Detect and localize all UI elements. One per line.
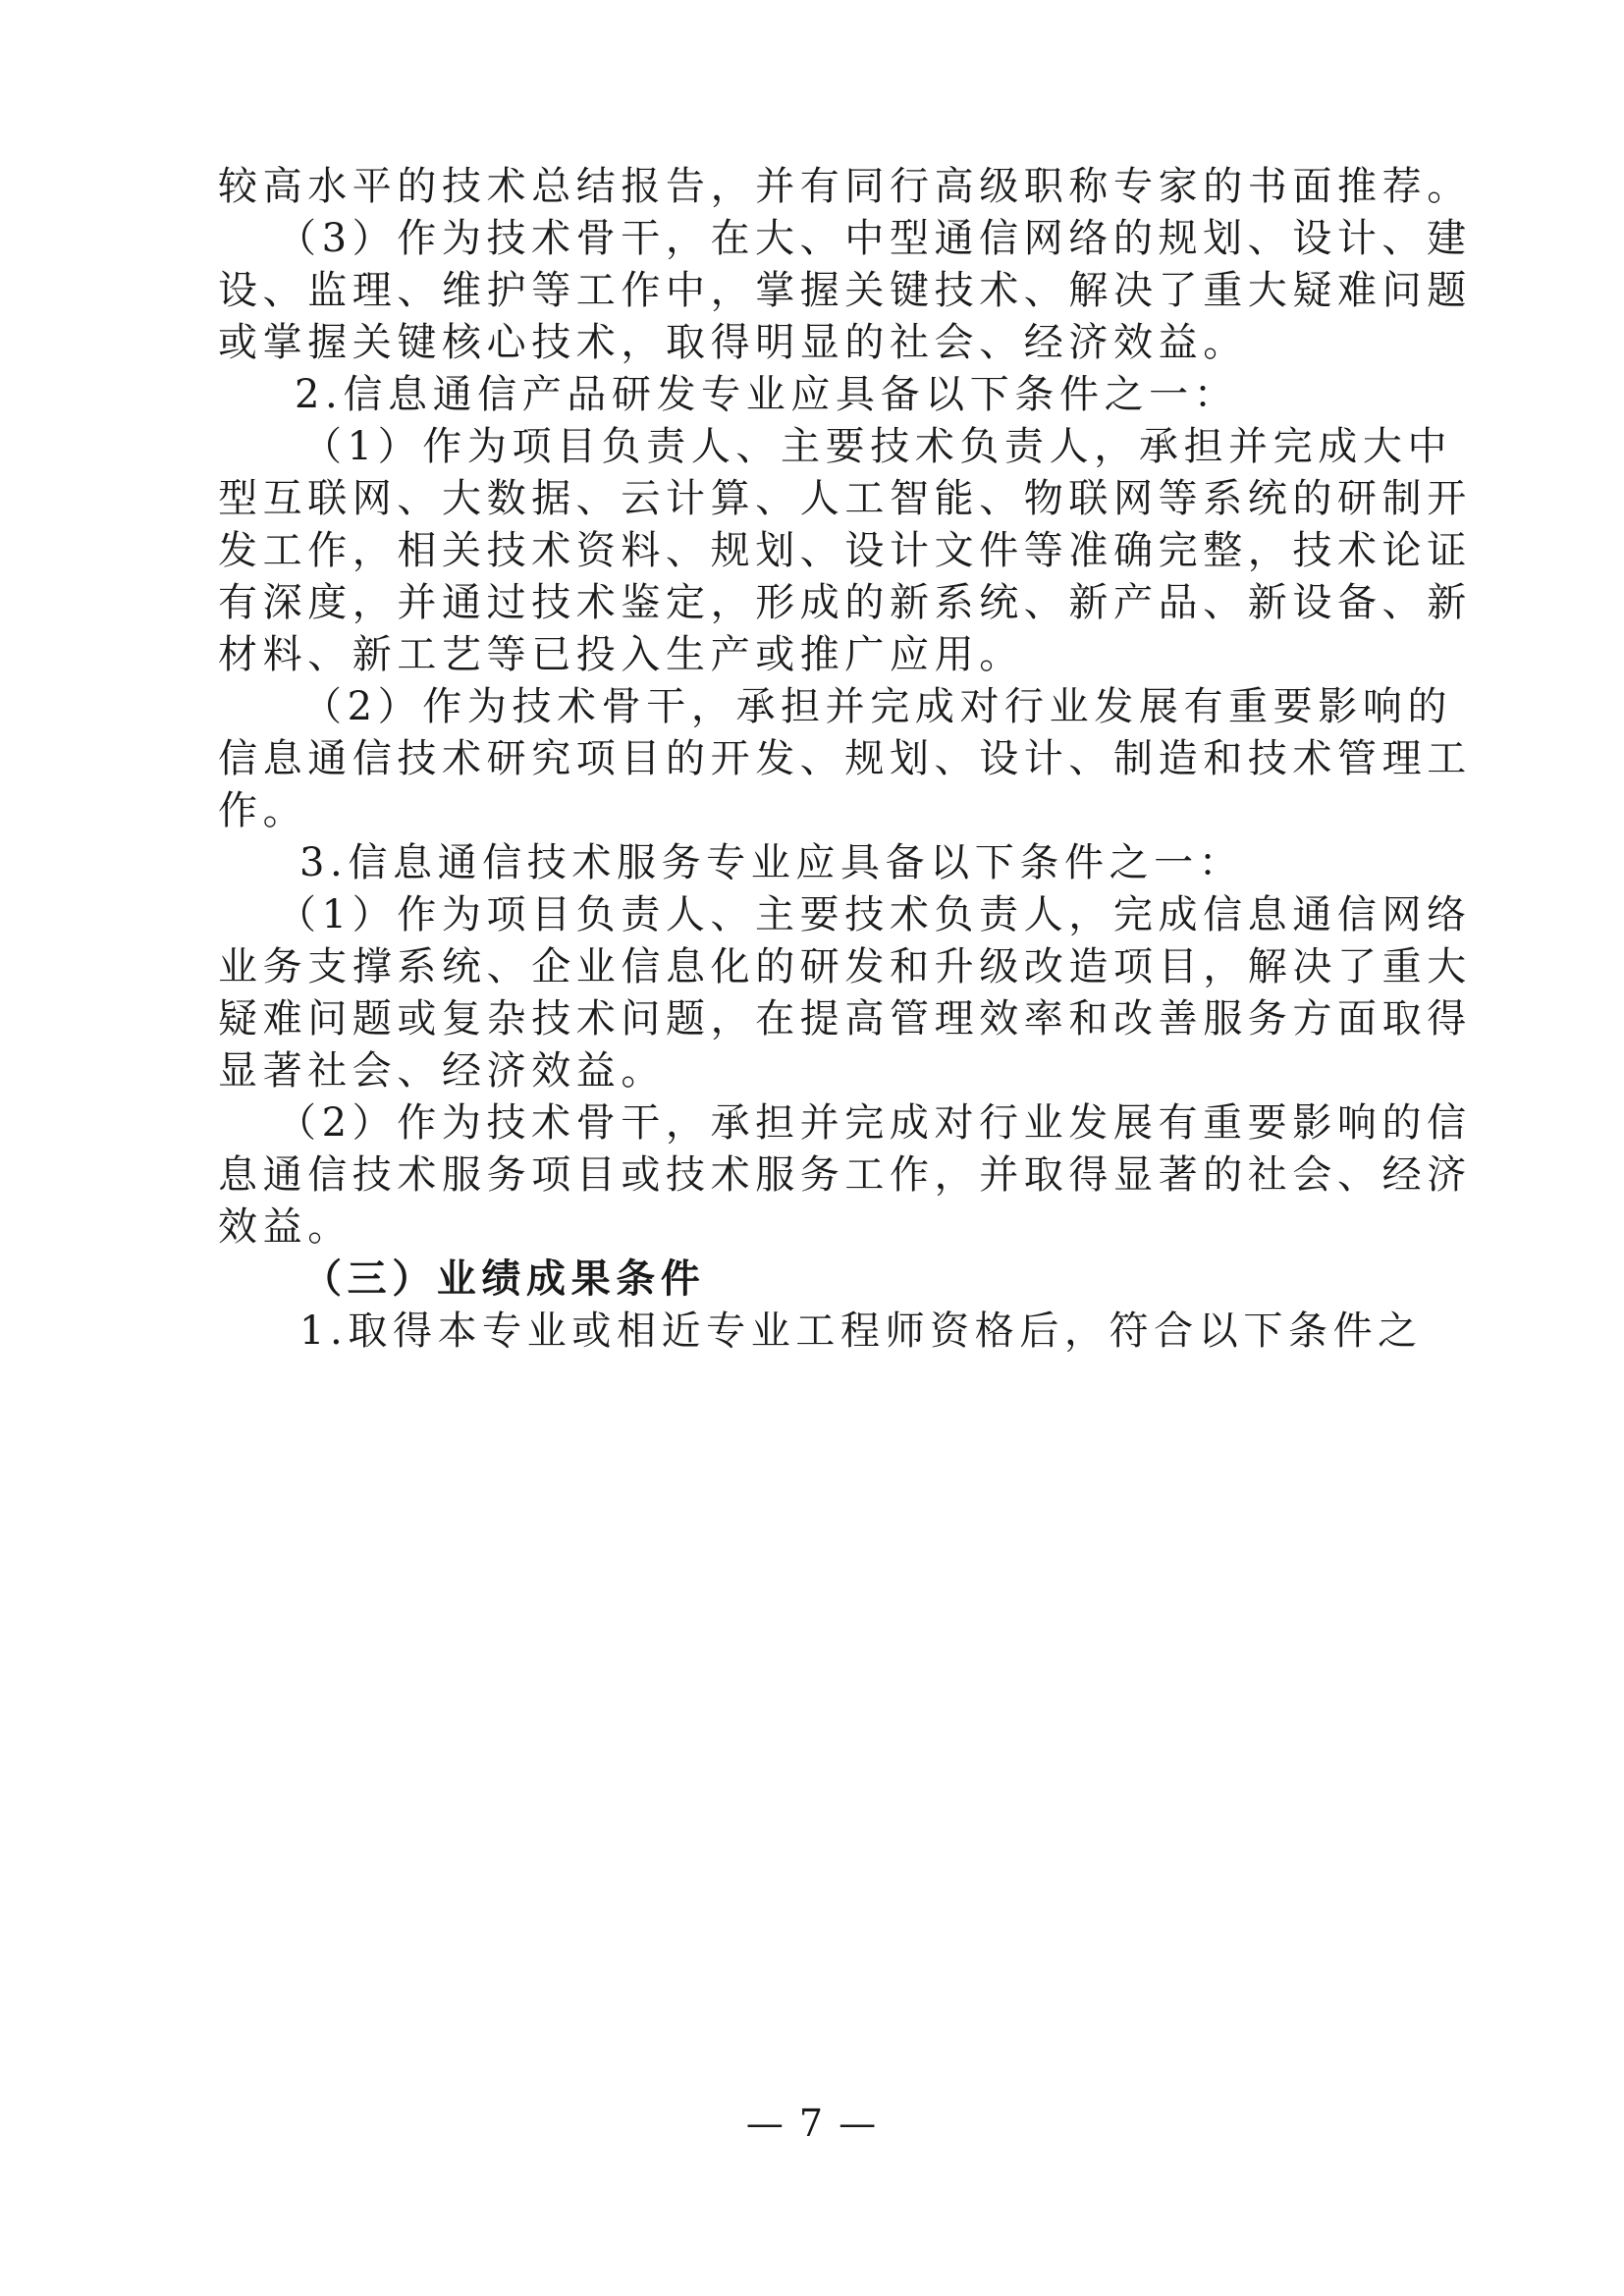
body-line: 作。 (218, 788, 308, 833)
section-heading-2: 2.信息通信产品研发专业应具备以下条件之一： (295, 372, 1239, 417)
body-line: 发工作，相关技术资料、规划、设计文件等准确完整，技术论证 (218, 528, 1472, 573)
body-line: 业务支撑系统、企业信息化的研发和升级改造项目，解决了重大 (218, 944, 1472, 989)
body-line: 息通信技术服务项目或技术服务工作，并取得显著的社会、经济 (218, 1152, 1472, 1198)
body-line: 疑难问题或复杂技术问题，在提高管理效率和改善服务方面取得 (218, 996, 1472, 1041)
page-number: — 7 — (745, 2102, 879, 2145)
section-heading-3: 3.信息通信技术服务专业应具备以下条件之一： (299, 840, 1244, 885)
body-line: 或掌握关键核心技术，取得明显的社会、经济效益。 (218, 320, 1248, 365)
body-line: 有深度，并通过技术鉴定，形成的新系统、新产品、新设备、新 (218, 580, 1472, 625)
body-line: 效益。 (218, 1204, 352, 1250)
body-line: 材料、新工艺等已投入生产或推广应用。 (218, 632, 1024, 677)
body-line: （1）作为项目负责人、主要技术负责人，完成信息通信网络 (277, 892, 1472, 937)
body-line: 1.取得本专业或相近专业工程师资格后，符合以下条件之 (299, 1308, 1423, 1354)
body-line: （1）作为项目负责人、主要技术负责人，承担并完成大中 (302, 424, 1453, 469)
body-line: （3）作为技术骨干，在大、中型通信网络的规划、设计、建 (277, 216, 1472, 261)
body-line: 较高水平的技术总结报告，并有同行高级职称专家的书面推荐。 (218, 164, 1472, 209)
body-line: （2）作为技术骨干，承担并完成对行业发展有重要影响的 (302, 684, 1453, 729)
body-line: （2）作为技术骨干，承担并完成对行业发展有重要影响的信 (277, 1100, 1472, 1146)
body-line: 设、监理、维护等工作中，掌握关键技术、解决了重大疑难问题 (218, 268, 1472, 313)
body-line: 显著社会、经济效益。 (218, 1048, 666, 1094)
body-line: 信息通信技术研究项目的开发、规划、设计、制造和技术管理工 (218, 736, 1472, 781)
section-title-performance: （三）业绩成果条件 (302, 1256, 706, 1302)
body-line: 型互联网、大数据、云计算、人工智能、物联网等系统的研制开 (218, 476, 1472, 521)
